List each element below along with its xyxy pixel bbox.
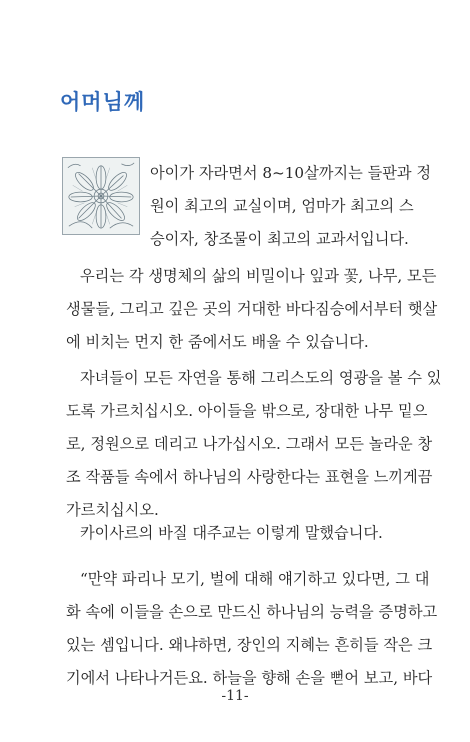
- paragraph-2: [66, 260, 437, 359]
- text-line: 가르치십시오.: [66, 501, 159, 519]
- text-line: 에 비치는 먼지 한 줌에서도 배울 수 있습니다.: [66, 333, 369, 351]
- text-line: 승이자, 창조물이 최고의 교과서입니다.: [150, 230, 409, 248]
- text-line: 자녀들이 모든 자연을 통해 그리스도의 영광을 볼 수 있: [80, 369, 442, 387]
- paragraph-3: [66, 362, 441, 527]
- text-line: 원이 최고의 교실이며, 엄마가 최고의 스: [150, 197, 414, 215]
- page-title: 어머님께: [60, 90, 146, 114]
- flower-sketch-icon: [62, 157, 140, 235]
- text-line: 로, 정원으로 데리고 나가십시오. 그래서 모든 놀라운 창: [66, 435, 433, 453]
- paragraph-4: [66, 517, 383, 550]
- text-line: 기에서 나타나거든요. 하늘을 향해 손을 뻗어 보고, 바다: [66, 669, 433, 687]
- text-line: 있는 셈입니다. 왜냐하면, 장인의 지혜는 흔히들 작은 크: [66, 636, 433, 654]
- paragraph-5: [66, 563, 437, 695]
- text-line: 우리는 각 생명체의 삶의 비밀이나 잎과 꽃, 나무, 모든: [80, 267, 437, 285]
- text-line: 조 작품들 속에서 하나님의 사랑한다는 표현을 느끼게끔: [66, 468, 433, 486]
- text-line: 화 속에 이들을 손으로 만드신 하나님의 능력을 증명하고: [66, 603, 438, 621]
- text-line: “만약 파리나 모기, 벌에 대해 얘기하고 있다면, 그 대: [80, 570, 430, 588]
- text-line: 도록 가르치십시오. 아이들을 밖으로, 장대한 나무 밑으: [66, 402, 428, 420]
- text-line: 카이사르의 바질 대주교는 이렇게 말했습니다.: [80, 524, 383, 542]
- text-line: 생물들, 그리고 깊은 곳의 거대한 바다짐승에서부터 햇살: [66, 300, 438, 318]
- text-line: 아이가 자라면서 8~10살까지는 들판과 정: [150, 164, 432, 182]
- page-number: -11-: [221, 688, 249, 704]
- paragraph-1: [150, 157, 431, 256]
